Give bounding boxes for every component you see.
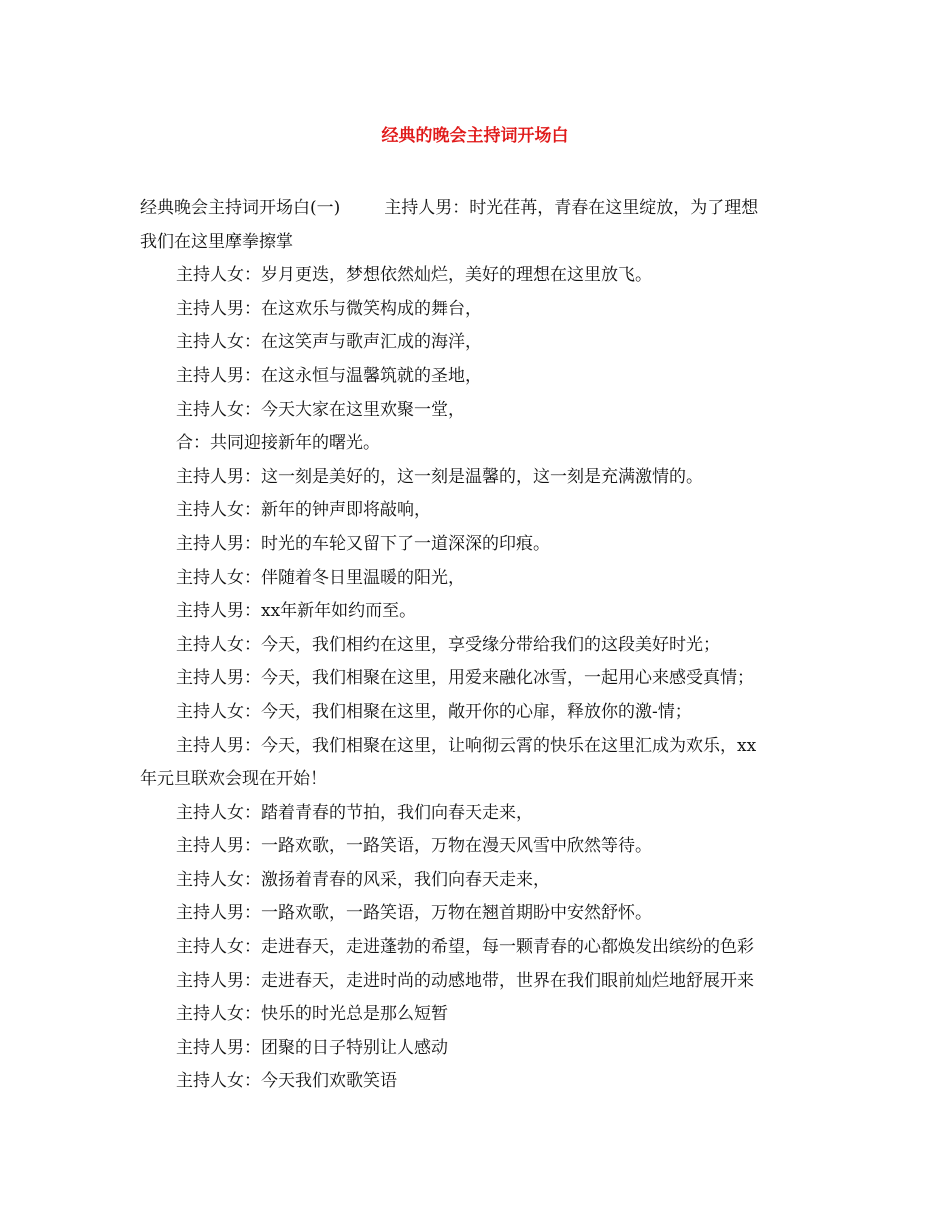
paragraph: 主持人男：在这欢乐与微笑构成的舞台， (176, 298, 482, 319)
paragraph: 主持人男：一路欢歌，一路笑语，万物在翘首期盼中安然舒怀。 (176, 903, 652, 924)
document-body (140, 192, 814, 1099)
paragraph: 主持人女：今天我们欢歌笑语 (176, 1071, 397, 1092)
paragraph: 主持人男：今天，我们相聚在这里，让响彻云霄的快乐在这里汇成为欢乐，xx (176, 735, 757, 756)
paragraph: 主持人男：时光的车轮又留下了一道深深的印痕。 (176, 533, 550, 554)
paragraph: 主持人女：今天大家在这里欢聚一堂， (176, 399, 465, 420)
paragraph: 主持人女：岁月更迭，梦想依然灿烂，美好的理想在这里放飞。 (176, 265, 652, 286)
paragraph: 主持人女：新年的钟声即将敲响， (176, 500, 431, 521)
paragraph: 主持人男：xx年新年如约而至。 (176, 601, 417, 622)
paragraph: 主持人女：今天，我们相聚在这里，敞开你的心扉，释放你的激-情； (176, 701, 692, 722)
paragraph: 主持人男：这一刻是美好的，这一刻是温馨的，这一刻是充满激情的。 (176, 466, 703, 487)
paragraph: 主持人男：一路欢歌，一路笑语，万物在漫天风雪中欣然等待。 (176, 836, 652, 857)
paragraph-continuation: 我们在这里摩拳擦掌 (140, 231, 293, 252)
paragraph: 主持人男：团聚的日子特别让人感动 (176, 1037, 448, 1058)
paragraph: 主持人女：今天，我们相约在这里，享受缘分带给我们的这段美好时光； (176, 634, 720, 655)
section-heading: 经典晚会主持词开场白(一) (140, 198, 341, 218)
paragraph: 主持人女：在这笑声与歌声汇成的海洋， (176, 332, 482, 353)
paragraph: 主持人女：踏着青春的节拍，我们向春天走来， (176, 802, 533, 823)
paragraph: 主持人男：今天，我们相聚在这里，用爱来融化冰雪，一起用心来感受真情； (176, 668, 754, 689)
paragraph-text: 主持人男：时光荏苒，青春在这里绽放，为了理想 (384, 198, 759, 218)
paragraph: 主持人女：走进春天，走进蓬勃的希望，每一颗青春的心都焕发出缤纷的色彩 (176, 937, 754, 958)
document-title: 经典的晚会主持词开场白 (381, 126, 569, 146)
paragraph: 主持人男：走进春天，走进时尚的动感地带，世界在我们眼前灿烂地舒展开来 (176, 970, 754, 991)
paragraph: 主持人男：在这永恒与温馨筑就的圣地， (176, 365, 482, 386)
paragraph: 主持人女：激扬着青春的风采，我们向春天走来， (176, 869, 550, 890)
paragraph-1 (140, 192, 814, 226)
paragraph: 合：共同迎接新年的曙光。 (176, 433, 380, 454)
paragraph-continuation: 年元旦联欢会现在开始！ (140, 769, 327, 790)
paragraph: 主持人女：伴随着冬日里温暖的阳光， (176, 567, 465, 588)
paragraph: 主持人女：快乐的时光总是那么短暂 (176, 1004, 448, 1025)
